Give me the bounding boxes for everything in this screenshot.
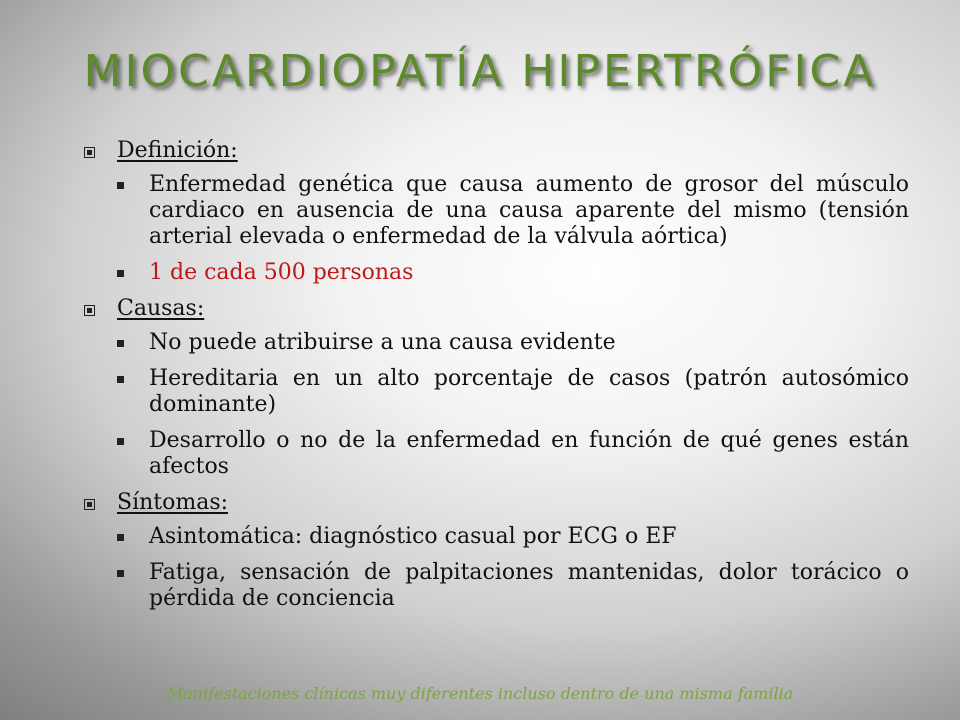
list-item-highlight [84,260,909,286]
heading-text: Causas: [117,296,205,321]
heading-text: Definición: [117,138,238,163]
square-bullet-icon [117,182,124,189]
item-text: Asintomática: diagnóstico casual por ECG o EF [149,524,677,549]
list-item [84,524,909,550]
item-text: Hereditaria en un alto porcentaje de casos (patrón autosómico dominante) [149,366,909,417]
heading-text: Síntomas: [117,490,229,515]
square-bullet-icon [117,340,124,347]
list-item [84,172,909,250]
list-item [84,560,909,612]
item-text: 1 de cada 500 personas [149,260,414,285]
list-item [84,330,909,356]
square-bullet-icon [117,376,124,383]
item-text: Fatiga, sensación de palpitaciones mantenidas, dolor torácico o pérdida de conciencia [149,560,909,611]
list-item [84,366,909,418]
square-bullet-icon [117,534,124,541]
section-heading-causas [84,296,909,322]
square-bullet-icon [84,305,95,316]
item-text: Enfermedad genética que causa aumento de grosor del músculo cardiaco en ausencia de una causa aparente del mismo (tensión arterial elevada o enfermedad de la válvula aórtica) [149,172,909,249]
square-bullet-icon [84,147,95,158]
section-heading-sintomas [84,490,909,516]
slide-title: MIOCARDIOPATÍA HIPERTRÓFICA [83,46,877,97]
list-item [84,428,909,480]
footnote: Manifestaciones clínicas muy diferentes incluso dentro de una misma familia [166,684,794,703]
square-bullet-icon [117,570,124,577]
item-text: Desarrollo o no de la enfermedad en función de qué genes están afectos [149,428,909,479]
slide-content [84,138,909,622]
square-bullet-icon [117,270,124,277]
square-bullet-icon [84,499,95,510]
item-text: No puede atribuirse a una causa evidente [149,330,616,355]
square-bullet-icon [117,438,124,445]
section-heading-definicion [84,138,909,164]
